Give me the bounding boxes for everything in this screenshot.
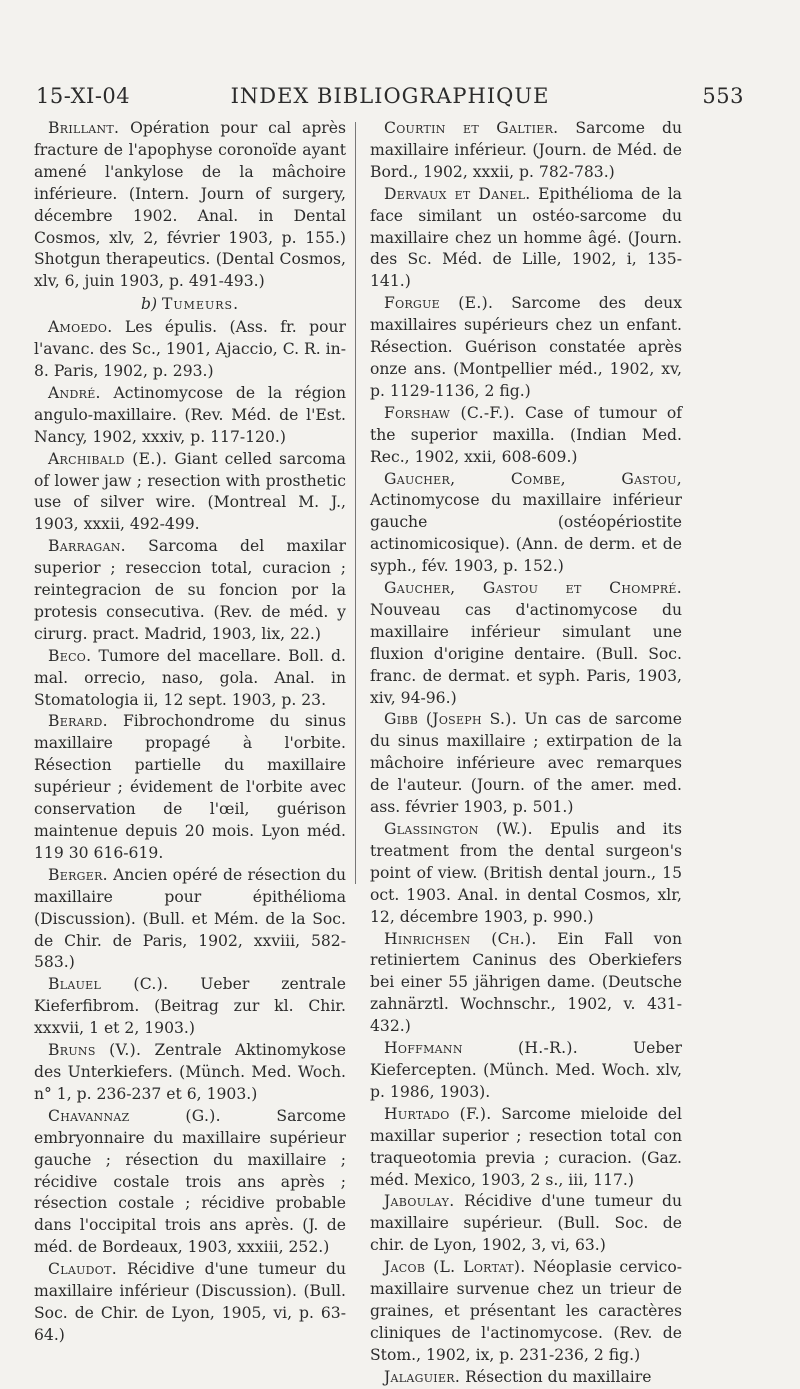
bibliography-entry: [370, 929, 682, 1039]
entry-author: Hurtado (F.).: [384, 1104, 492, 1123]
entry-author: Jalaguier.: [384, 1367, 461, 1386]
right-column: [370, 118, 682, 1389]
bibliography-entry: [34, 711, 346, 864]
bibliography-entry: [370, 1257, 682, 1367]
bibliography-entry: [34, 118, 346, 293]
entry-author: Gaucher, Combe, Gastou,: [384, 469, 682, 488]
bibliography-entry: [370, 578, 682, 709]
entry-author: Barragan.: [48, 537, 126, 556]
page-header: [36, 84, 744, 116]
header-title: INDEX BIBLIOGRAPHIQUE: [230, 84, 550, 108]
bibliography-entry: [34, 865, 346, 975]
entry-author: Archibald (E.).: [48, 449, 168, 468]
entry-author: Forshaw (C.-F.).: [384, 403, 515, 422]
entry-author: André.: [48, 383, 101, 402]
entry-text: Sarcoma del maxilar superior ; reseccion total, curacion ; reintegracion de su foncion por la protesis consecutiva. (Rev. de méd. y cirurg. pract. Madrid, 1903, lix, 22.): [34, 537, 346, 643]
bibliography-entry: [34, 1040, 346, 1106]
bibliography-entry: [370, 819, 682, 929]
entry-text: Un cas de sarcome du sinus maxillaire ; extirpation de la mâchoire inférieure avec remarques de l'auteur. (Journ. of the amer. med. ass. février 1903, p. 501.): [370, 710, 682, 817]
entry-author: Berard.: [48, 712, 108, 731]
entry-text: Zentrale Aktinomykose des Unterkiefers. (Münch. Med. Woch. n° 1, p. 236-237 et 6, 1903.): [34, 1041, 347, 1103]
entry-text: Ein Fall von retiniertem Caninus des Oberkiefers bei einer 55 jährigen dame. (Deutsche zahnärztl. Wochnschr., 1902, v. 431-432.): [370, 929, 682, 1036]
bibliography-entry: [370, 293, 682, 403]
entry-author: Bruns (V.).: [48, 1041, 142, 1060]
entry-author: Courtin et Galtier.: [384, 119, 559, 137]
entry-author: Hoffmann (H.-R.).: [384, 1039, 579, 1058]
entry-author: Amoedo.: [48, 318, 113, 337]
entry-text: Case of tumour of the superior maxilla. (Indian Med. Rec., 1902, xxii, 608-609.): [370, 403, 682, 466]
bibliography-entry: [34, 974, 346, 1040]
entry-text: Ueber Kiefercepten. (Münch. Med. Woch. xlv, p. 1986, 1903).: [370, 1039, 682, 1101]
bibliography-entry: [370, 1367, 682, 1389]
bibliography-entry: [34, 646, 346, 712]
bibliography-entry: [34, 1106, 346, 1259]
entry-text: Sarcome embryonnaire du maxillaire supérieur gauche ; résection du maxillaire ; récidive costale trois ans après ; résection costale ; récidive probable dans l'occipital trois ans après. (J. de méd. de Bordeaux, 1903, xxxiii, 252.): [34, 1106, 346, 1257]
entry-text: Actinomycose de la région angulo-maxillaire. (Rev. Méd. de l'Est. Nancy, 1902, xxxiv, p. 117-120.): [34, 383, 346, 446]
entry-text: Récidive d'une tumeur du maxillaire supérieur. (Bull. Soc. de chir. de Lyon, 1902, 3, vi, 63.): [370, 1192, 682, 1255]
bibliography-entry: [370, 184, 682, 294]
bibliography-entry: [34, 383, 346, 449]
entry-author: Jacob (L. Lortat).: [384, 1258, 526, 1277]
entry-text: Opération pour cal après fracture de l'apophyse coronoïde ayant amené l'ankylose de la mâchoire inférieure. (Intern. Journ of surgery, décembre 1902. Anal. in Dental Cosmos, xlv, 2, février 1903, p. 155.) Shotgun therapeutics. (Dental Cosmos, xlv, 6, juin 1903, p. 491-493.): [34, 119, 346, 291]
entry-author: Berger.: [48, 865, 108, 884]
subheading-text: Tumeurs.: [162, 295, 240, 314]
section-subheading: [34, 294, 346, 316]
entry-text: Actinomycose du maxillaire inférieur gauche (ostéopériostite actinomicosique). (Ann. de derm. et de syph., fév. 1903, p. 152.): [370, 491, 682, 576]
entry-author: Jaboulay.: [384, 1192, 455, 1211]
entry-author: Beco.: [48, 646, 92, 665]
column-divider: [355, 122, 356, 884]
entry-author: Hinrichsen (Ch.).: [384, 929, 537, 948]
entry-author: Claudot.: [48, 1260, 117, 1279]
entry-text: Sarcome des deux maxillaires supérieurs chez un enfant. Résection. Guérison constatée après onze ans. (Montpellier méd., 1902, xv, p. 1129-1136, 2 fig.): [370, 294, 682, 400]
entry-text: Tumore del macellare. Boll. d. mal. orrecio, naso, gola. Anal. in Stomatologia ii, 12 sept. 1903, p. 23.: [34, 646, 346, 709]
entry-author: Dervaux et Danel.: [384, 184, 531, 203]
entry-text: Récidive d'une tumeur du maxillaire inférieur (Discussion). (Bull. Soc. de Chir. de Lyon, 1905, vi, p. 63-64.): [34, 1260, 346, 1344]
entry-text: Epithélioma de la face similant un ostéo-sarcome du maxillaire chez un homme âgé. (Journ. des Sc. Méd. de Lille, 1902, i, 135-141.): [370, 184, 682, 291]
left-column: [34, 118, 346, 1347]
entry-author: Blauel (C.).: [48, 975, 169, 994]
bibliography-entry: [370, 1038, 682, 1104]
entry-text: Nouveau cas d'actinomycose du maxillaire inférieur simulant une fluxion d'origine dentaire. (Bull. Soc. franc. de dermat. et syph. Paris, 1903, xiv, 94-96.): [370, 600, 682, 707]
entry-text: Fibrochondrome du sinus maxillaire propagé à l'orbite. Résection partielle du maxillaire supérieur ; évidement de l'orbite avec conservation de l'œil, guérison maintenue depuis 20 mois. Lyon méd. 119 30 616-619.: [34, 712, 346, 862]
entry-text: Ancien opéré de résection du maxillaire pour épithélioma (Discussion). (Bull. et Mém. de la Soc. de Chir. de Paris, 1902, xxviii, 582-583.): [34, 865, 346, 972]
entry-text: Résection du maxillaire: [465, 1367, 652, 1386]
entry-text: Giant celled sarcoma of lower jaw ; resection with prosthetic use of silver wire. (Montreal M. J., 1903, xxxii, 492-499.: [34, 449, 346, 534]
entry-author: Glassington (W.).: [384, 820, 533, 838]
entry-text: Sarcome mieloide del maxillar superior ; resection total con traqueotomia previa ; curacion. (Gaz. méd. Mexico, 1903, 2 s., iii, 117.): [370, 1104, 682, 1189]
entry-author: Brillant.: [48, 119, 120, 137]
entry-text: Les épulis. (Ass. fr. pour l'avanc. des Sc., 1901, Ajaccio, C. R. in-8. Paris, 1902, p. 293.): [34, 318, 346, 380]
bibliography-entry: [370, 709, 682, 819]
entry-author: Forgue (E.).: [384, 294, 494, 313]
subheading-tag: b): [140, 295, 158, 314]
bibliography-entry: [370, 469, 682, 579]
bibliography-entry: [370, 403, 682, 469]
entry-text: Ueber zentrale Kieferfibrom. (Beitrag zur kl. Chir. xxxvii, 1 et 2, 1903.): [34, 975, 346, 1038]
header-date: 15-XI-04: [36, 84, 131, 108]
entry-text: Epulis and its treatment from the dental surgeon's point of view. (British dental journ., 15 oct. 1903. Anal. in dental Cosmos, xlr, 12, décembre 1903, p. 990.): [370, 820, 682, 926]
page-number: 553: [702, 84, 744, 108]
bibliography-entry: [370, 118, 682, 184]
bibliography-entry: [34, 317, 346, 383]
entry-author: Chavannaz (G.).: [48, 1106, 221, 1125]
entry-text: Sarcome du maxillaire inférieur. (Journ. de Méd. de Bord., 1902, xxxii, p. 782-783.): [370, 119, 682, 181]
bibliography-entry: [34, 1259, 346, 1347]
bibliography-entry: [370, 1191, 682, 1257]
entry-author: Gibb (Joseph S.).: [384, 710, 517, 729]
bibliography-entry: [34, 536, 346, 646]
bibliography-entry: [34, 449, 346, 537]
entry-text: Néoplasie cervico-maxillaire survenue chez un trieur de graines, et présentant les caractères cliniques de l'actinomycose. (Rev. de Stom., 1902, ix, p. 231-236, 2 fig.): [370, 1258, 682, 1364]
entry-author: Gaucher, Gastou et Chompré.: [384, 579, 682, 598]
bibliography-entry: [370, 1104, 682, 1192]
